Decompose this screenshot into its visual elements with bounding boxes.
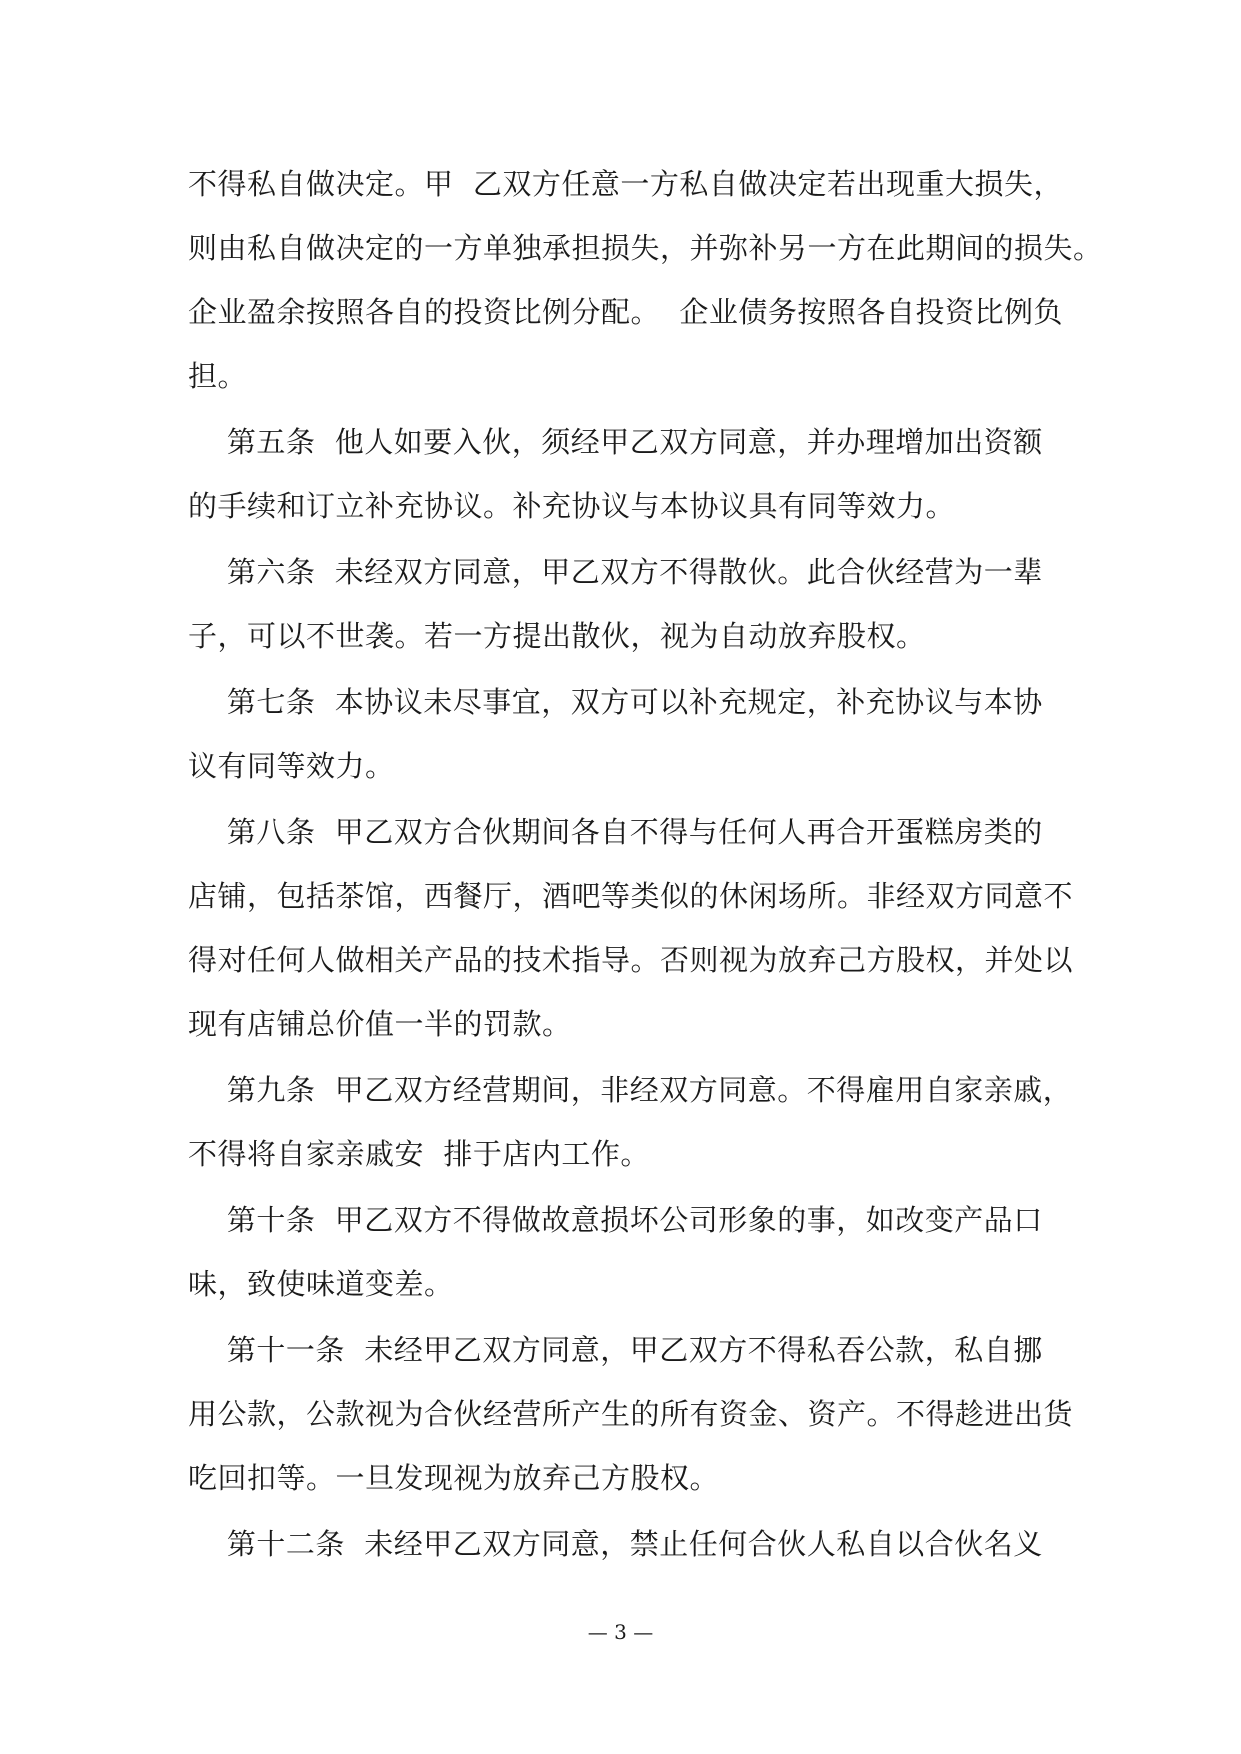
text-line: 得对任何人做相关产品的技术指导。否则视为放弃己方股权，并处以 [188,943,1074,977]
text-line: 店铺，包括茶馆，西餐厅，酒吧等类似的休闲场所。非经双方同意不 [188,879,1074,913]
article-5-line: 第五条 他人如要入伙，须经甲乙双方同意，并办理增加出资额 [188,425,1043,459]
text-line: 味，致使味道变差。 [188,1267,454,1301]
text-line: 不得私自做决定。甲 乙双方任意一方私自做决定若出现重大损失， [188,167,1063,201]
text-line: 不得将自家亲戚安 排于店内工作。 [188,1137,650,1171]
article-6-line: 第六条 未经双方同意，甲乙双方不得散伙。此合伙经营为一辈 [188,555,1043,589]
text-line: 企业盈余按照各自的投资比例分配。 企业债务按照各自投资比例负 [188,295,1063,329]
text-line: 吃回扣等。一旦发现视为放弃己方股权。 [188,1461,720,1495]
article-8-line: 第八条 甲乙双方合伙期间各自不得与任何人再合开蛋糕房类的 [188,815,1043,849]
page-number: — 3 — [587,1620,654,1644]
article-9-line: 第九条 甲乙双方经营期间，非经双方同意。不得雇用自家亲戚， [188,1073,1073,1107]
text-line: 担。 [188,359,248,393]
article-10-line: 第十条 甲乙双方不得做故意损坏公司形象的事，如改变产品口 [188,1203,1043,1237]
text-line: 的手续和订立补充协议。补充协议与本协议具有同等效力。 [188,489,956,523]
text-line: 议有同等效力。 [188,749,395,783]
text-line: 子，可以不世袭。若一方提出散伙，视为自动放弃股权。 [188,619,926,653]
text-line: 则由私自做决定的一方单独承担损失，并弥补另一方在此期间的损失。 [188,231,1103,265]
article-11-line: 第十一条 未经甲乙双方同意，甲乙双方不得私吞公款，私自挪 [188,1333,1043,1367]
article-7-line: 第七条 本协议未尽事宜，双方可以补充规定，补充协议与本协 [188,685,1043,719]
text-line: 现有店铺总价值一半的罚款。 [188,1007,572,1041]
article-12-line: 第十二条 未经甲乙双方同意，禁止任何合伙人私自以合伙名义 [188,1527,1043,1561]
text-line: 用公款，公款视为合伙经营所产生的所有资金、资产。不得趁进出货 [188,1397,1074,1431]
